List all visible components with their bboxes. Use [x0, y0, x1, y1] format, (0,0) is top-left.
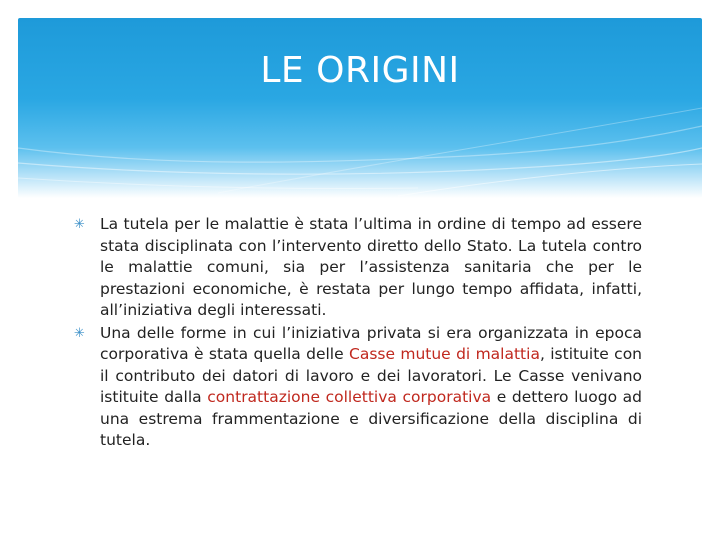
asterisk-bullet-icon: ✳: [74, 217, 85, 232]
banner-wave-decoration: [18, 18, 702, 198]
bullet-text: e dettero luogo ad una estrema frammentazione e diversificazione della disciplina di tutela.: [100, 388, 643, 449]
highlight-contrattazione: contrattazione collettiva corporativa: [207, 388, 492, 406]
bullet-text: La tutela per le malattie è stata l’ultima in ordine di tempo ad essere stata disciplinata con l’intervento diretto dello Stato. La tutela contro le malattie comuni, sia per l’assistenza sanitaria che per le prestazioni economiche, è restata per lungo tempo affidata, infatti, all’iniziativa degli interessati.: [100, 215, 642, 319]
slide-body: [74, 214, 642, 452]
asterisk-bullet-icon: ✳: [74, 325, 85, 341]
bullet-item: [74, 323, 642, 452]
highlight-casse-mutue: Casse mutue di malattia: [349, 345, 540, 363]
bullet-text: , istituite con il contributo dei datori di lavoro e dei lavoratori. Le Casse venivano istituite dalla: [100, 345, 643, 406]
bullet-text: Una delle forme in cui l’iniziativa privata si era organizzata in epoca corporativa è stata quella delle: [100, 323, 642, 363]
bullet-item: [74, 214, 642, 322]
title-banner: [18, 18, 702, 198]
slide-title: LE ORIGINI: [260, 50, 460, 91]
